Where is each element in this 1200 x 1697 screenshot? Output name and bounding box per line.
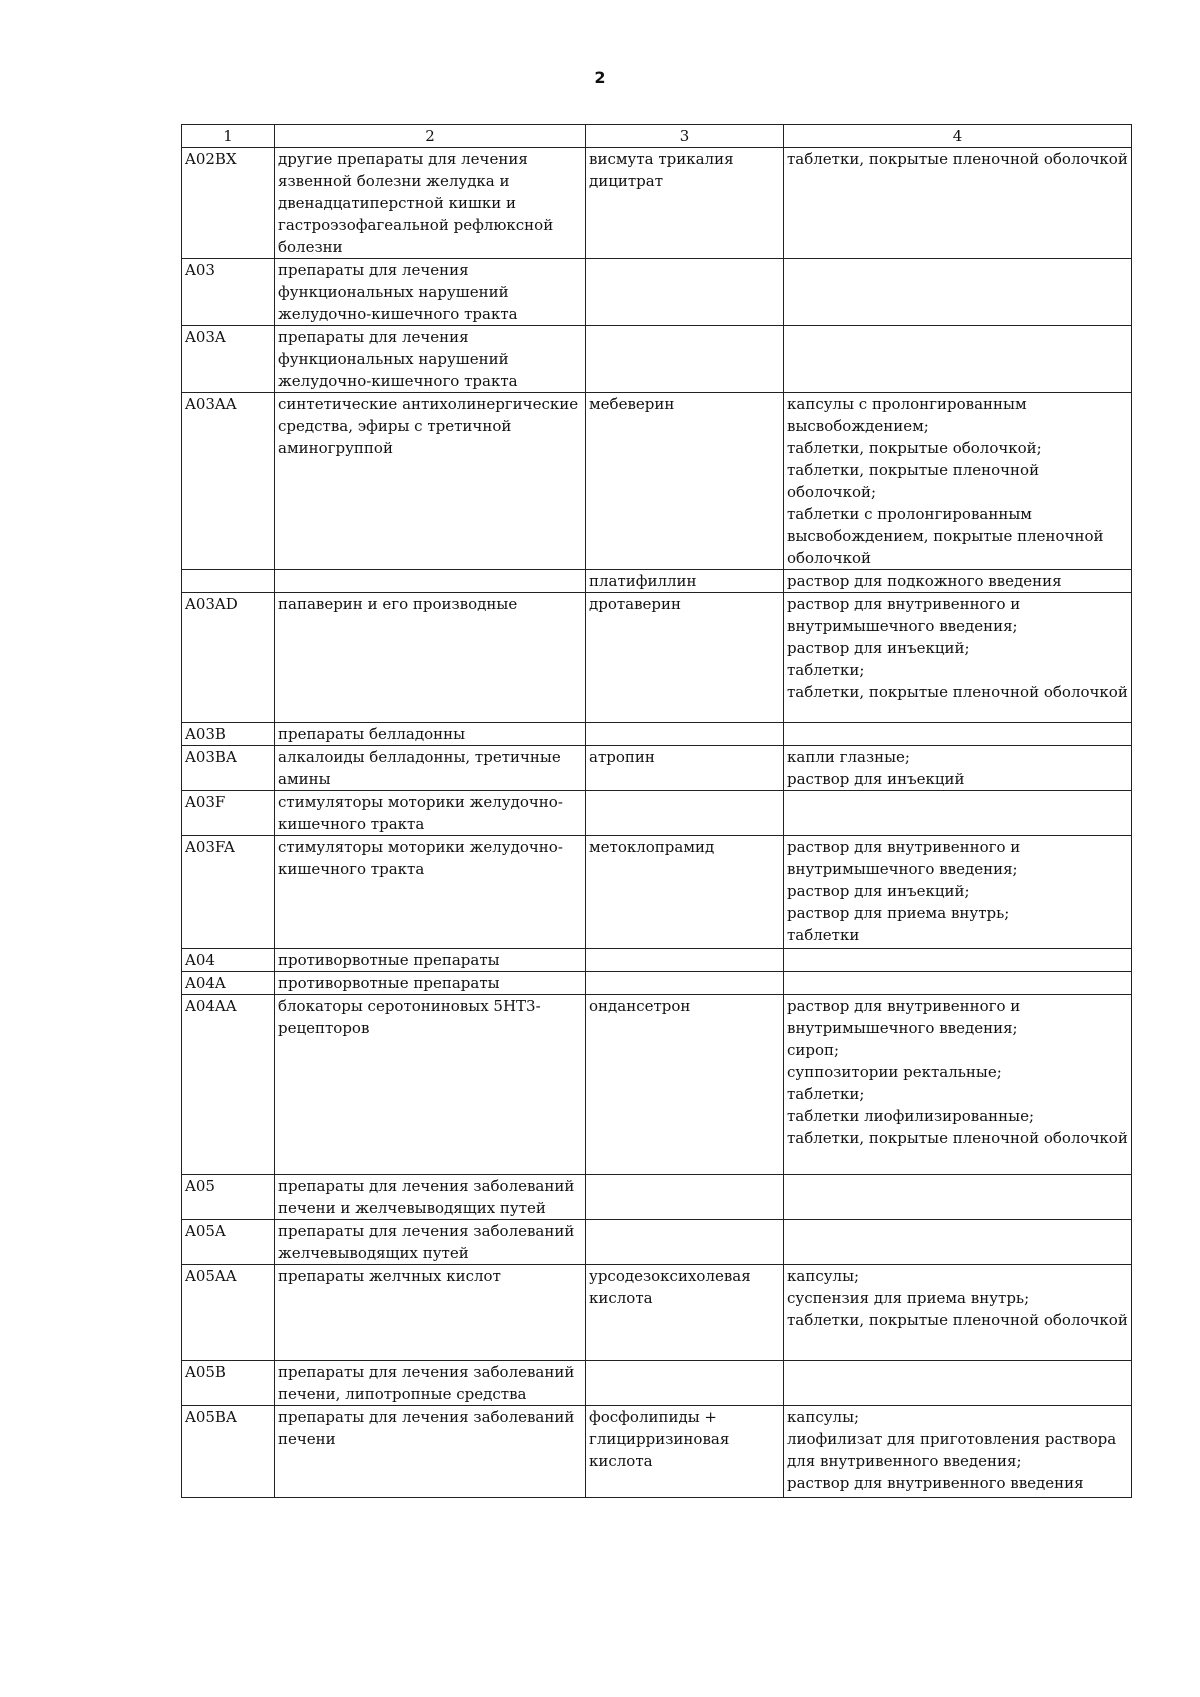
atc-code: A05BA: [182, 1406, 275, 1498]
column-header-4: 4: [784, 125, 1132, 148]
dosage-forms: раствор для внутривенного и внутримышечного введения; сироп; суппозитории ректальные; таблетки; таблетки лиофилизированные; таблетки, покрытые пленочной оболочкой: [784, 995, 1132, 1175]
pharmacological-group: [275, 570, 586, 593]
drug-name: [586, 259, 784, 326]
dosage-forms: раствор для подкожного введения: [784, 570, 1132, 593]
table-row: [182, 1406, 1132, 1498]
pharmacological-group: другие препараты для лечения язвенной болезни желудка и двенадцатиперстной кишки и гастроэзофагеальной рефлюксной болезни: [275, 148, 586, 259]
table-body: [182, 148, 1132, 1498]
drug-name: [586, 949, 784, 972]
page-number: 2: [594, 68, 606, 87]
atc-code: A02BX: [182, 148, 275, 259]
pharmacological-group: препараты белладонны: [275, 723, 586, 746]
atc-code: A04: [182, 949, 275, 972]
atc-code: A05AA: [182, 1265, 275, 1361]
header-row: [182, 125, 1132, 148]
drug-name: [586, 326, 784, 393]
atc-code: A03B: [182, 723, 275, 746]
dosage-forms: капсулы; суспензия для приема внутрь; таблетки, покрытые пленочной оболочкой: [784, 1265, 1132, 1361]
atc-code: A05B: [182, 1361, 275, 1406]
pharmacological-group: препараты желчных кислот: [275, 1265, 586, 1361]
column-header-1: 1: [182, 125, 275, 148]
pharmacological-group: препараты для лечения заболеваний печени: [275, 1406, 586, 1498]
table-row: [182, 746, 1132, 791]
table-row: [182, 148, 1132, 259]
drug-name: платифиллин: [586, 570, 784, 593]
dosage-forms: [784, 791, 1132, 836]
pharmacological-group: противорвотные препараты: [275, 972, 586, 995]
table-row: [182, 326, 1132, 393]
pharmacological-group: препараты для лечения функциональных нарушений желудочно-кишечного тракта: [275, 259, 586, 326]
atc-code: A05A: [182, 1220, 275, 1265]
dosage-forms: [784, 1220, 1132, 1265]
table-row: [182, 791, 1132, 836]
pharmacological-group: блокаторы серотониновых 5HT3- рецепторов: [275, 995, 586, 1175]
dosage-forms: раствор для внутривенного и внутримышечного введения; раствор для инъекций; таблетки; таблетки, покрытые пленочной оболочкой: [784, 593, 1132, 723]
atc-code: A03: [182, 259, 275, 326]
atc-code: A03F: [182, 791, 275, 836]
drug-name: [586, 972, 784, 995]
table-row: [182, 593, 1132, 723]
drug-name: метоклопрамид: [586, 836, 784, 949]
pharmacological-group: препараты для лечения заболеваний желчевыводящих путей: [275, 1220, 586, 1265]
drug-name: урсодезоксихолевая кислота: [586, 1265, 784, 1361]
table-header: [182, 125, 1132, 148]
table-row: [182, 393, 1132, 570]
drug-name: [586, 1220, 784, 1265]
atc-code: [182, 570, 275, 593]
dosage-forms: [784, 949, 1132, 972]
table-row: [182, 972, 1132, 995]
drug-name: [586, 723, 784, 746]
column-header-2: 2: [275, 125, 586, 148]
drug-name: дротаверин: [586, 593, 784, 723]
dosage-forms: [784, 723, 1132, 746]
drug-name: ондансетрон: [586, 995, 784, 1175]
atc-code: A04AA: [182, 995, 275, 1175]
drug-name: [586, 1175, 784, 1220]
pharmacological-group: алкалоиды белладонны, третичные амины: [275, 746, 586, 791]
dosage-forms: таблетки, покрытые пленочной оболочкой: [784, 148, 1132, 259]
drug-name: атропин: [586, 746, 784, 791]
drug-name: фосфолипиды + глицирризиновая кислота: [586, 1406, 784, 1498]
pharmacological-group: стимуляторы моторики желудочно- кишечного тракта: [275, 791, 586, 836]
pharmacological-group: папаверин и его производные: [275, 593, 586, 723]
atc-code: A03AA: [182, 393, 275, 570]
dosage-forms: капсулы с пролонгированным высвобождением; таблетки, покрытые оболочкой; таблетки, покрытые пленочной оболочкой; таблетки с пролонгированным высвобождением, покрытые пленочной оболочкой: [784, 393, 1132, 570]
pharmacological-group: препараты для лечения заболеваний печени и желчевыводящих путей: [275, 1175, 586, 1220]
table-row: [182, 259, 1132, 326]
table-row: [182, 1265, 1132, 1361]
dosage-forms: раствор для внутривенного и внутримышечного введения; раствор для инъекций; раствор для приема внутрь; таблетки: [784, 836, 1132, 949]
drug-name: [586, 1361, 784, 1406]
drug-name: [586, 791, 784, 836]
dosage-forms: [784, 972, 1132, 995]
dosage-forms: [784, 1175, 1132, 1220]
column-header-3: 3: [586, 125, 784, 148]
table-row: [182, 570, 1132, 593]
atc-code: A03A: [182, 326, 275, 393]
pharmacological-group: стимуляторы моторики желудочно- кишечного тракта: [275, 836, 586, 949]
drug-name: мебеверин: [586, 393, 784, 570]
pharmacological-group: синтетические антихолинергические средства, эфиры с третичной аминогруппой: [275, 393, 586, 570]
atc-code: A03BA: [182, 746, 275, 791]
table-row: [182, 836, 1132, 949]
pharmacological-group: препараты для лечения заболеваний печени, липотропные средства: [275, 1361, 586, 1406]
dosage-forms: [784, 326, 1132, 393]
dosage-forms: капли глазные; раствор для инъекций: [784, 746, 1132, 791]
pharmacological-group: препараты для лечения функциональных нарушений желудочно-кишечного тракта: [275, 326, 586, 393]
table-row: [182, 1175, 1132, 1220]
dosage-forms: капсулы; лиофилизат для приготовления раствора для внутривенного введения; раствор для внутривенного введения: [784, 1406, 1132, 1498]
table-row: [182, 1220, 1132, 1265]
table-row: [182, 995, 1132, 1175]
drug-name: висмута трикалия дицитрат: [586, 148, 784, 259]
dosage-forms: [784, 1361, 1132, 1406]
atc-code: A03AD: [182, 593, 275, 723]
dosage-forms: [784, 259, 1132, 326]
table-row: [182, 723, 1132, 746]
pharmacological-group: противорвотные препараты: [275, 949, 586, 972]
medication-table: [181, 124, 1132, 1498]
table-row: [182, 1361, 1132, 1406]
atc-code: A04A: [182, 972, 275, 995]
atc-code: A05: [182, 1175, 275, 1220]
table-row: [182, 949, 1132, 972]
atc-code: A03FA: [182, 836, 275, 949]
